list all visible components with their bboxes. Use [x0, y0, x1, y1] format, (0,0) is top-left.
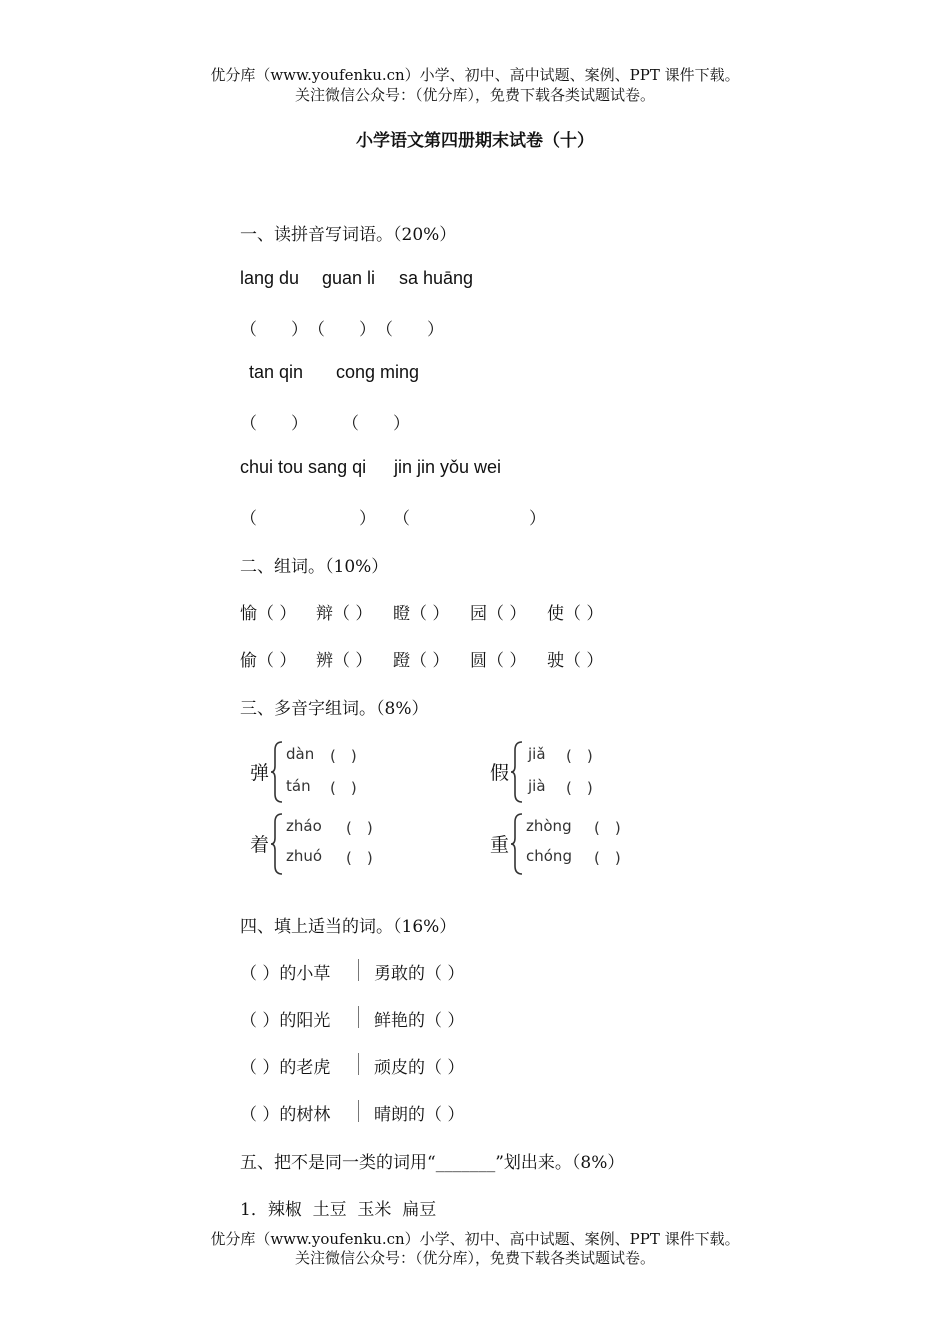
page-title: 小学语文第四册期末试卷（十）: [356, 131, 594, 151]
word-group-2-2[interactable]: 辨（ ）: [316, 651, 373, 671]
answer-blanks-row2[interactable]: （ ） （ ）: [240, 414, 410, 434]
reading-zhong: zhòng: [526, 817, 572, 835]
divider: [358, 1006, 359, 1028]
brace-icon: [510, 812, 524, 876]
footer-line-1: 优分库（www.youfenku.cn）小学、初中、高中试题、案例、PPT 课件下载。: [210, 1230, 740, 1248]
section3-heading: 三、多音字组词。（8%）: [240, 699, 429, 719]
reading-dan: dàn: [286, 745, 315, 763]
fill-left-1[interactable]: （ ）的小草: [240, 964, 331, 984]
header-line-1: 优分库（www.youfenku.cn）小学、初中、高中试题、案例、PPT 课件下载。: [210, 66, 740, 84]
brace-icon: [270, 740, 284, 804]
reading-jia3: jiǎ: [528, 745, 546, 763]
word-group-2-4[interactable]: 圆（ ）: [470, 651, 527, 671]
brace-icon: [270, 812, 284, 876]
polyphone-char-jia: 假: [490, 762, 510, 784]
blank-tan[interactable]: ( ): [330, 779, 357, 797]
fill-left-3[interactable]: （ ）的老虎: [240, 1058, 331, 1078]
divider: [358, 1053, 359, 1075]
blank-zhong[interactable]: ( ): [594, 819, 621, 837]
section5-heading: 五、把不是同一类的词用“_______”划出来。（8%）: [240, 1153, 625, 1173]
blank-dan[interactable]: ( ): [330, 747, 357, 765]
fill-left-4[interactable]: （ ）的树林: [240, 1105, 331, 1125]
pinyin-jin-jin-you-wei: jin jin yǒu wei: [394, 457, 502, 477]
polyphone-char-zhong: 重: [490, 834, 510, 856]
word-group-1-2[interactable]: 辩（ ）: [316, 604, 373, 624]
blank-zhao[interactable]: ( ): [346, 819, 373, 837]
polyphone-char-dan: 弹: [250, 762, 270, 784]
word-group-1-5[interactable]: 使（ ）: [547, 604, 604, 624]
word-group-2-1[interactable]: 偷（ ）: [240, 651, 297, 671]
header-line-2: 关注微信公众号：（优分库），免费下载各类试题试卷。: [294, 86, 655, 104]
word-group-2-3[interactable]: 蹬（ ）: [393, 651, 450, 671]
footer-line-2: 关注微信公众号：（优分库），免费下载各类试题试卷。: [294, 1249, 655, 1267]
fill-right-2[interactable]: 鲜艳的（ ）: [374, 1011, 465, 1031]
fill-right-4[interactable]: 晴朗的（ ）: [374, 1105, 465, 1125]
divider: [358, 959, 359, 981]
fill-left-2[interactable]: （ ）的阳光: [240, 1011, 331, 1031]
answer-blanks-row1[interactable]: （ ） （ ） （ ）: [240, 320, 444, 340]
pinyin-cong-ming: cong ming: [336, 362, 420, 382]
fill-right-3[interactable]: 顽皮的（ ）: [374, 1058, 465, 1078]
polyphone-char-zhe: 着: [250, 834, 270, 856]
reading-jia4: jià: [528, 777, 546, 795]
reading-zhuo: zhuó: [286, 847, 323, 865]
word-group-2-5[interactable]: 驶（ ）: [547, 651, 604, 671]
blank-chong[interactable]: ( ): [594, 849, 621, 867]
section1-heading: 一、读拼音写词语。（20%）: [240, 225, 457, 245]
pinyin-lang-du: lang du: [240, 268, 300, 288]
pinyin-sa-huang: sa huāng: [399, 268, 474, 288]
fill-right-1[interactable]: 勇敢的（ ）: [374, 964, 465, 984]
section5-item-1[interactable]: 1．辣椒 土豆 玉米 扁豆: [240, 1200, 437, 1220]
section2-heading: 二、组词。（10%）: [240, 557, 389, 577]
pinyin-guan-li: guan li: [322, 268, 376, 288]
word-group-1-3[interactable]: 瞪（ ）: [393, 604, 450, 624]
reading-chong: chóng: [526, 847, 572, 865]
answer-blanks-row3[interactable]: （ ） （ ）: [240, 509, 546, 529]
reading-tan: tán: [286, 777, 311, 795]
pinyin-tan-qin: tan qin: [249, 362, 304, 382]
reading-zhao: zháo: [286, 817, 322, 835]
divider: [358, 1100, 359, 1122]
section4-heading: 四、填上适当的词。（16%）: [240, 917, 457, 937]
word-group-1-4[interactable]: 园（ ）: [470, 604, 527, 624]
pinyin-chui-tou-sang-qi: chui tou sang qi: [240, 457, 367, 477]
blank-jia4[interactable]: ( ): [566, 779, 593, 797]
word-group-1-1[interactable]: 愉（ ）: [240, 604, 297, 624]
blank-zhuo[interactable]: ( ): [346, 849, 373, 867]
blank-jia3[interactable]: ( ): [566, 747, 593, 765]
brace-icon: [510, 740, 524, 804]
